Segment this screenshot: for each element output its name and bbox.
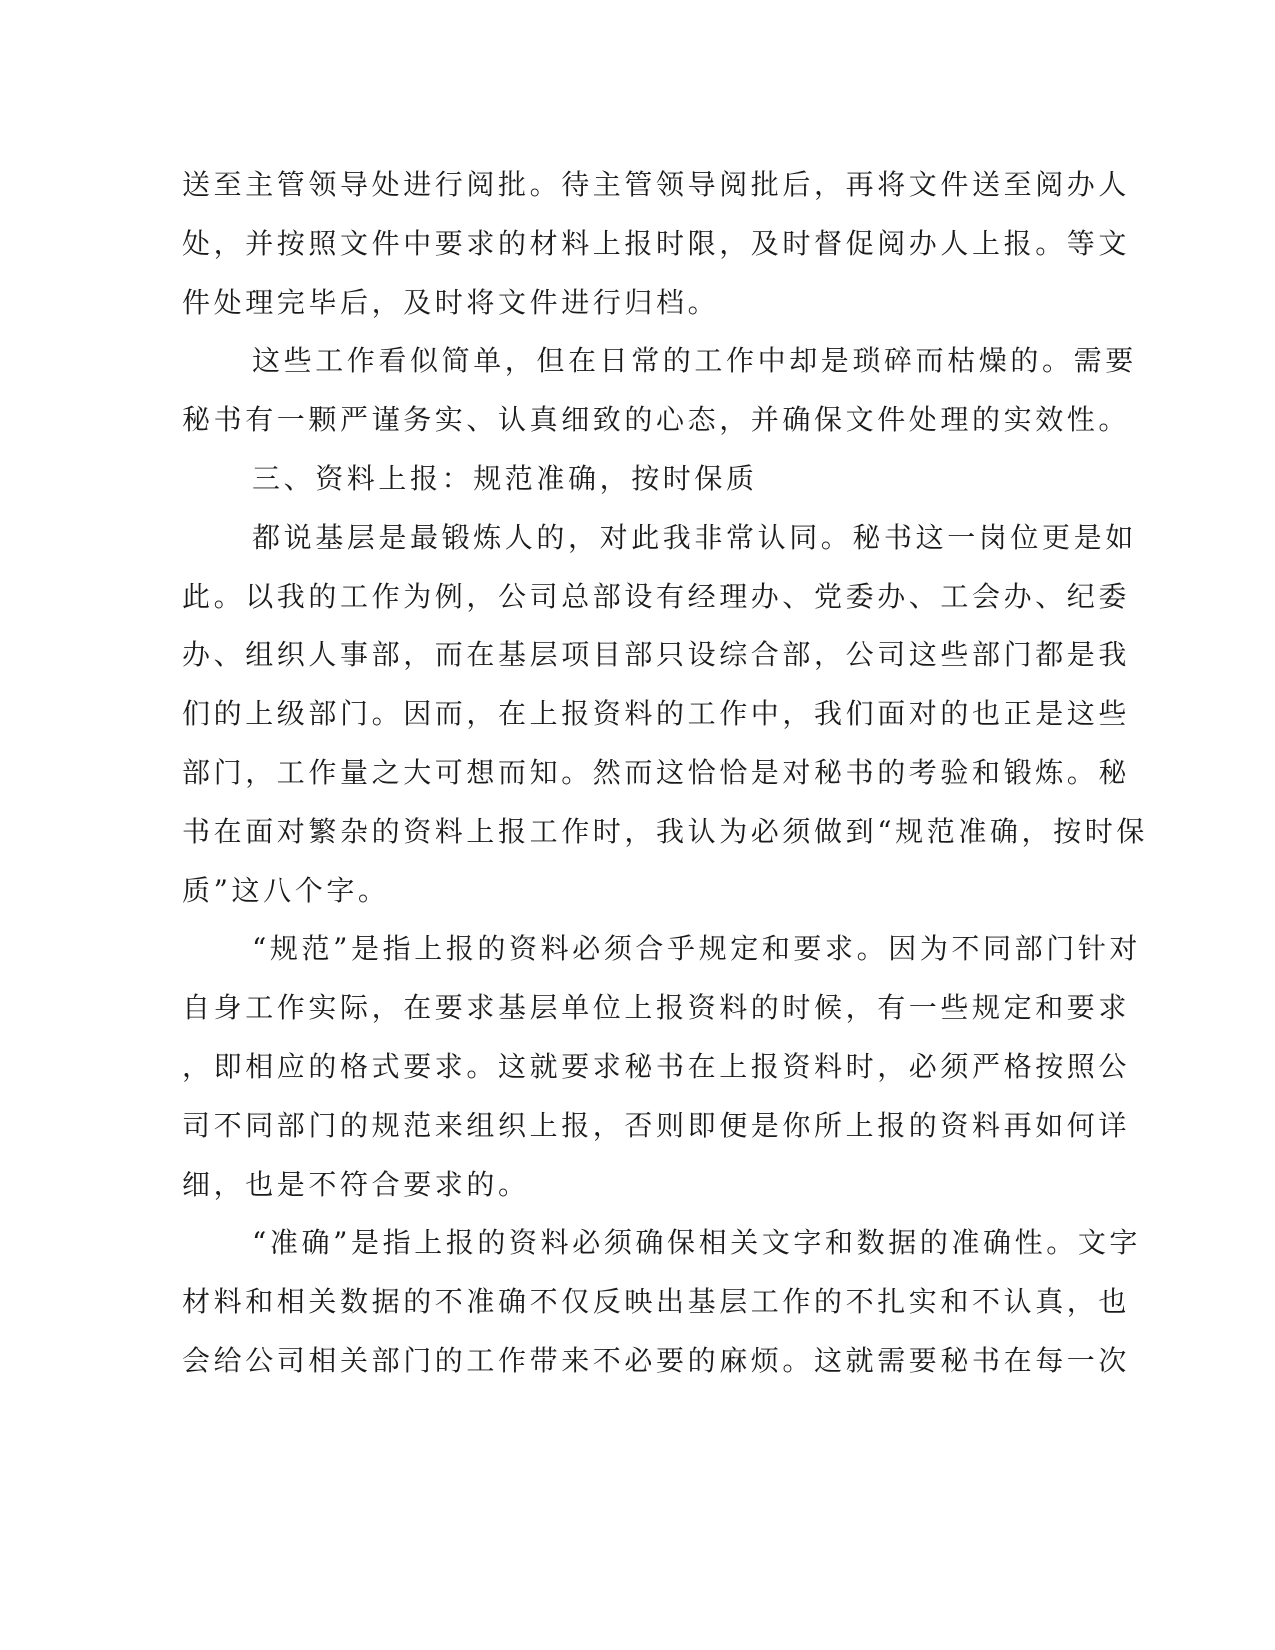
text-line: 质”这八个字。 — [182, 873, 390, 907]
text-line: “准确”是指上报的资料必须确保相关文字和数据的准确性。文字 — [252, 1226, 1142, 1260]
text-line: 都说基层是最锻炼人的，对此我非常认同。秘书这一岗位更是如 — [252, 520, 1137, 554]
document-body — [182, 156, 1148, 1391]
text-line: 处，并按照文件中要求的材料上报时限，及时督促阅办人上报。等文 — [182, 226, 1131, 260]
text-line: 材料和相关数据的不准确不仅反映出基层工作的不扎实和不认真，也 — [182, 1285, 1131, 1319]
text-line: 秘书有一颗严谨务实、认真细致的心态，并确保文件处理的实效性。 — [182, 403, 1131, 437]
text-line: 送至主管领导处进行阅批。待主管领导阅批后，再将文件送至阅办人 — [182, 168, 1131, 201]
text-line: 会给公司相关部门的工作带来不必要的麻烦。这就需要秘书在每一次 — [182, 1343, 1131, 1377]
text-line: 自身工作实际，在要求基层单位上报资料的时候，有一些规定和要求 — [182, 991, 1131, 1025]
text-line: ，即相应的格式要求。这就要求秘书在上报资料时，必须严格按照公 — [182, 1049, 1131, 1083]
text-line: 件处理完毕后，及时将文件进行归档。 — [182, 285, 720, 319]
text-line: 书在面对繁杂的资料上报工作时，我认为必须做到“规范准确，按时保 — [182, 814, 1148, 848]
text-line: 三、资料上报：规范准确，按时保质 — [252, 461, 758, 495]
text-line: “规范”是指上报的资料必须合乎规定和要求。因为不同部门针对 — [252, 932, 1142, 966]
text-line: 这些工作看似简单，但在日常的工作中却是琐碎而枯燥的。需要 — [252, 344, 1137, 378]
text-line: 们的上级部门。因而，在上报资料的工作中，我们面对的也正是这些 — [182, 697, 1131, 731]
text-line: 司不同部门的规范来组织上报，否则即便是你所上报的资料再如何详 — [182, 1108, 1131, 1142]
text-line: 细，也是不符合要求的。 — [182, 1167, 530, 1201]
text-line: 办、组织人事部，而在基层项目部只设综合部，公司这些部门都是我 — [182, 638, 1131, 672]
text-line: 部门，工作量之大可想而知。然而这恰恰是对秘书的考验和锻炼。秘 — [182, 755, 1131, 789]
text-line: 此。以我的工作为例，公司总部设有经理办、党委办、工会办、纪委 — [182, 579, 1131, 613]
